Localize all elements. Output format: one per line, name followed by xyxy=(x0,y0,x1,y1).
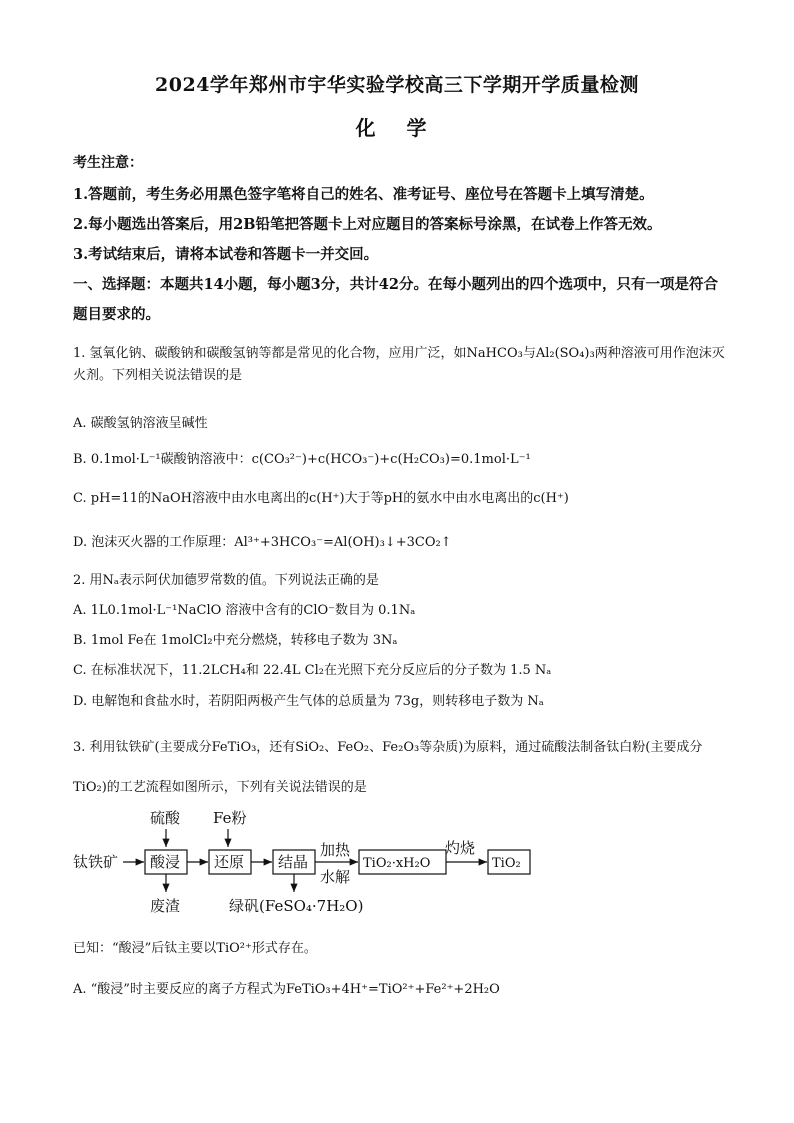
flow-label-calcine: 灼烧 xyxy=(445,839,476,857)
q1-option-b: B. 0.1mol·L⁻¹碳酸钠溶液中：c(CO₃²⁻)+c(HCO₃⁻)+c(H₂CO₃)=0.1mol·L⁻¹ xyxy=(73,452,531,467)
notice-item-2: 2.每小题选出答案后，用2B铅笔把答题卡上对应题目的答案标号涂黑，在试卷上作答无效。 xyxy=(73,216,662,233)
q2-option-d: D. 电解饱和食盐水时，若阴阳两极产生气体的总质量为 73g，则转移电子数为 Nₐ xyxy=(73,694,544,709)
subject-title: 化 学 xyxy=(355,116,439,140)
flow-intermediate: TiO₂·xH₂O xyxy=(363,856,431,871)
flow-label-hydrolysis: 水解 xyxy=(320,868,351,886)
exam-title: 2024学年郑州市宇华实验学校高三下学期开学质量检测 xyxy=(155,74,639,96)
q2-option-c: C. 在标准状况下，11.2LCH₄和 22.4L Cl₂在光照下充分反应后的分子数为 1.5 Nₐ xyxy=(73,663,552,678)
flow-label-acid: 硫酸 xyxy=(150,809,181,827)
q3-stem: 3. 利用钛铁矿(主要成分FeTiO₃，还有SiO₂、FeO₂、Fe₂O₃等杂质)为原料，通过硫酸法制备钛白粉(主要成分TiO₂)的工艺流程如图所示，下列有关说法错误的是 xyxy=(73,740,703,795)
flow-start: 钛铁矿 xyxy=(73,853,119,871)
q1-option-d: D. 泡沫灭火器的工作原理：Al³⁺+3HCO₃⁻=Al(OH)₃↓+3CO₂↑ xyxy=(73,535,452,550)
process-flow-diagram xyxy=(73,805,543,920)
q1-stem: 1. 氢氧化钠、碳酸钠和碳酸氢钠等都是常见的化合物，应用广泛，如NaHCO₃与Al₂(SO₄)₃两种溶液可用作泡沫灭火剂。下列相关说法错误的是 xyxy=(73,346,725,383)
flow-label-fe: Fe粉 xyxy=(213,809,247,827)
flow-step-3: 结晶 xyxy=(278,853,309,871)
q2-option-a: A. 1L0.1mol·L⁻¹NaClO 溶液中含有的ClO⁻数目为 0.1Nₐ xyxy=(73,603,416,618)
q1-option-a: A. 碳酸氢钠溶液呈碱性 xyxy=(73,416,208,431)
q2-option-b: B. 1mol Fe在 1molCl₂中充分燃烧，转移电子数为 3Nₐ xyxy=(73,633,398,648)
q3-option-a: A. “酸浸”时主要反应的离子方程式为FeTiO₃+4H⁺=TiO²⁺+Fe²⁺+2H₂O xyxy=(73,982,500,997)
q3-known: 已知：“酸浸”后钛主要以TiO²⁺形式存在。 xyxy=(73,941,317,956)
flow-residue: 废渣 xyxy=(150,897,181,915)
notice-item-3: 3.考试结束后，请将本试卷和答题卡一并交回。 xyxy=(73,246,379,263)
flow-step-1: 酸浸 xyxy=(150,853,181,871)
q2-stem: 2. 用Nₐ表示阿伏加德罗常数的值。下列说法正确的是 xyxy=(73,573,379,588)
flow-label-heat: 加热 xyxy=(320,841,351,859)
section-heading: 一、选择题：本题共14小题，每小题3分，共计42分。在每小题列出的四个选项中，只有一项是符合题目要求的。 xyxy=(73,276,718,323)
flow-step-2: 还原 xyxy=(214,853,245,871)
flow-end: TiO₂ xyxy=(492,856,521,871)
notice-heading: 考生注意： xyxy=(73,155,143,171)
flow-vitriol: 绿矾(FeSO₄·7H₂O) xyxy=(229,897,364,915)
q1-option-c: C. pH=11的NaOH溶液中由水电离出的c(H⁺)大于等pH的氨水中由水电离出的c(H⁺) xyxy=(73,491,569,506)
notice-item-1: 1.答题前，考生务必用黑色签字笔将自己的姓名、准考证号、座位号在答题卡上填写清楚。 xyxy=(73,186,654,203)
